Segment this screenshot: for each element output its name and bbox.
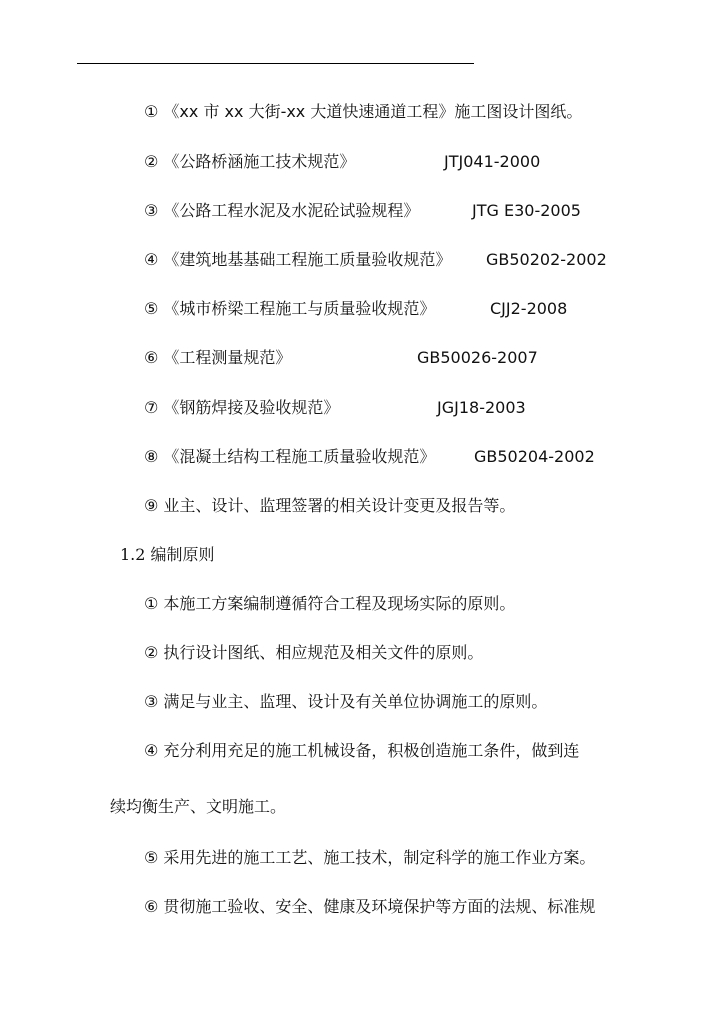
reference-item-5: ⑤ 《城市桥梁工程施工与质量验收规范》 <box>144 299 436 318</box>
reference-code-7: JGJ18-2003 <box>437 398 526 417</box>
reference-item-1: ① 《xx 市 xx 大街-xx 大道快速通道工程》施工图设计图纸。 <box>144 102 583 121</box>
reference-item-9: ⑨ 业主、设计、监理签署的相关设计变更及报告等。 <box>144 496 516 515</box>
reference-item-2: ② 《公路桥涵施工技术规范》 <box>144 152 356 171</box>
header-rule <box>77 63 474 64</box>
reference-code-3: JTG E30-2005 <box>472 201 581 220</box>
reference-item-4: ④ 《建筑地基基础工程施工质量验收规范》 <box>144 250 452 269</box>
reference-item-8: ⑧ 《混凝土结构工程施工质量验收规范》 <box>144 447 436 466</box>
principle-item-6: ⑥ 贯彻施工验收、安全、健康及环境保护等方面的法规、标准规 <box>144 897 596 916</box>
reference-item-7: ⑦ 《钢筋焊接及验收规范》 <box>144 398 340 417</box>
section-number: 1.2 <box>120 545 146 564</box>
reference-code-5: CJJ2-2008 <box>490 299 568 318</box>
principle-item-2: ② 执行设计图纸、相应规范及相关文件的原则。 <box>144 643 484 662</box>
principle-item-4: ④ 充分利用充足的施工机械设备，积极创造施工条件，做到连 <box>144 741 580 760</box>
principle-item-4-continued: 续均衡生产、文明施工。 <box>110 797 287 816</box>
principle-item-1: ① 本施工方案编制遵循符合工程及现场实际的原则。 <box>144 594 516 613</box>
reference-item-3: ③ 《公路工程水泥及水泥砼试验规程》 <box>144 201 420 220</box>
reference-code-2: JTJ041-2000 <box>444 152 541 171</box>
section-heading <box>120 545 215 565</box>
principle-item-5: ⑤ 采用先进的施工工艺、施工技术，制定科学的施工作业方案。 <box>144 848 596 867</box>
section-title: 编制原则 <box>150 545 215 564</box>
reference-code-6: GB50026-2007 <box>417 348 538 367</box>
reference-item-6: ⑥ 《工程测量规范》 <box>144 348 292 367</box>
reference-code-4: GB50202-2002 <box>486 250 607 269</box>
reference-code-8: GB50204-2002 <box>474 447 595 466</box>
principle-item-3: ③ 满足与业主、监理、设计及有关单位协调施工的原则。 <box>144 692 548 711</box>
